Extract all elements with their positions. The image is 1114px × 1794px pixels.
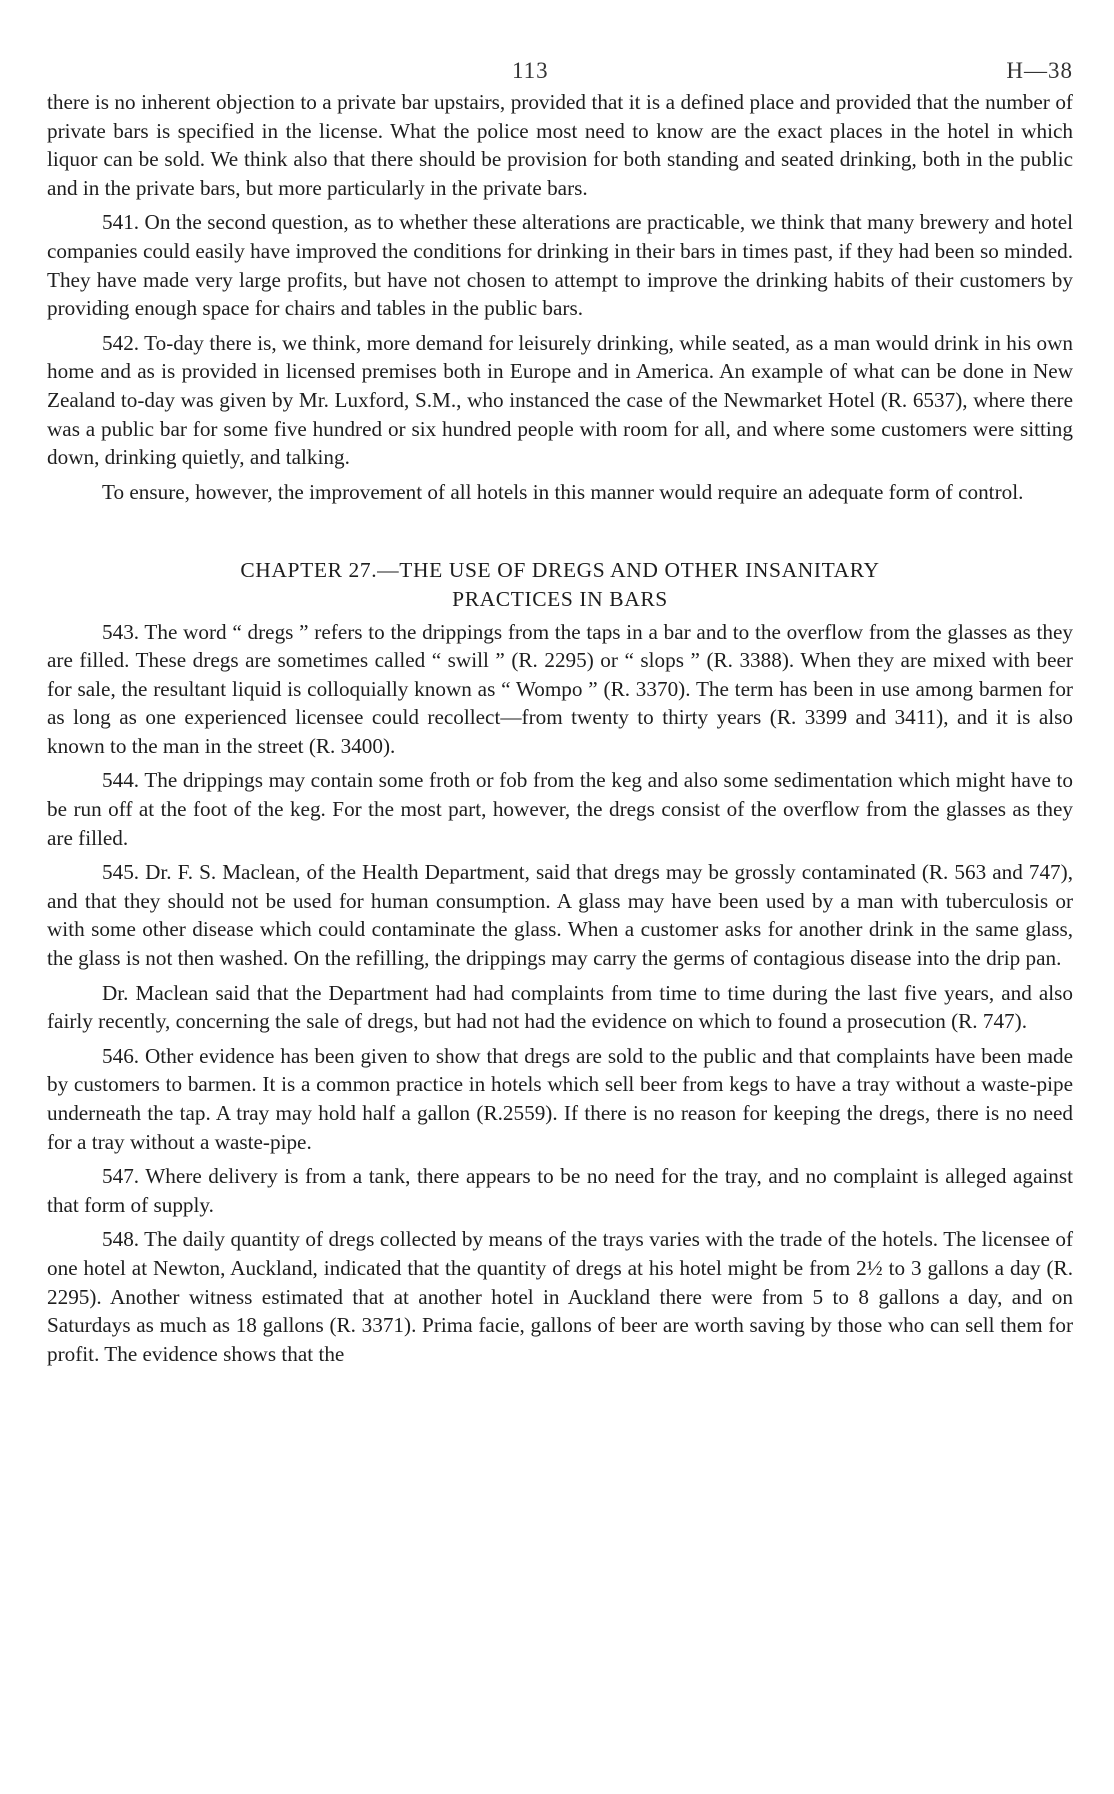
paragraph-544: 544. The drippings may contain some froth or fob from the keg and also some sedimentation which might have to be run off at the foot of the keg. For the most part, however, the dregs consist of the overflow from the glasses as they are filled.	[47, 768, 1073, 850]
paragraph-541: 541. On the second question, as to whether these alterations are practicable, we think that many brewery and hotel companies could easily have improved the conditions for drinking in their bars in times past, if they had been so minded. They have made very large profits, but have not chosen to attempt to improve the drinking habits of their customers by providing enough space for chairs and tables in the public bars.	[47, 210, 1073, 321]
page-header	[47, 40, 1073, 83]
chapter-heading	[47, 556, 1073, 613]
paragraph-control: To ensure, however, the improvement of all hotels in this manner would require an adequate form of control.	[102, 479, 1024, 504]
document-page	[47, 40, 1073, 1374]
page-number: 113	[512, 58, 549, 83]
paragraph-547: 547. Where delivery is from a tank, there appears to be no need for the tray, and no complaint is alleged against that form of supply.	[47, 1164, 1073, 1217]
paragraph-543: 543. The word “ dregs ” refers to the drippings from the taps in a bar and to the overflow from the glasses as they are filled. These dregs are sometimes called “ swill ” (R. 2295) or “ slops ” (R. 3388). When they are mixed with beer for sale, the resultant liquid is colloquially known as “ Wompo ” (R. 3370). The term has been in use among barmen for as long as one experienced licensee could recollect—from twenty to thirty years (R. 3399 and 3411), and it is also known to the man in the street (R. 3400).	[47, 619, 1073, 758]
chapter-heading-line-1: CHAPTER 27.—THE USE OF DREGS AND OTHER INSANITARY	[240, 558, 880, 583]
paragraph-548: 548. The daily quantity of dregs collected by means of the trays varies with the trade of the hotels. The licensee of one hotel at Newton, Auckland, indicated that the quantity of dregs at his hotel might be from 2½ to 3 gallons a day (R. 2295). Another witness estimated that at another hotel in Auckland there were from 5 to 8 gallons a day, and on Saturdays as much as 18 gallons (R. 3371). Prima facie, gallons of beer are worth saving by those who can sell them for profit. The evidence shows that the	[47, 1227, 1073, 1366]
paragraph-546: 546. Other evidence has been given to show that dregs are sold to the public and that complaints have been made by customers to barmen. It is a common practice in hotels which sell beer from kegs to have a tray without a waste-pipe underneath the tap. A tray may hold half a gallon (R.2559). If there is no reason for keeping the dregs, there is no need for a tray without a waste-pipe.	[47, 1043, 1073, 1154]
paragraph-545: 545. Dr. F. S. Maclean, of the Health Department, said that dregs may be grossly contaminated (R. 563 and 747), and that they should not be used for human consumption. A glass may have been used by a man with tuberculosis or with some other disease which could contaminate the glass. When a customer asks for another drink in the same glass, the glass is not then washed. On the refilling, the drippings may carry the germs of contagious disease into the drip pan.	[47, 860, 1073, 971]
document-reference: H—38	[1006, 58, 1073, 83]
chapter-heading-line-2: PRACTICES IN BARS	[452, 586, 668, 611]
paragraph-continued: there is no inherent objection to a private bar upstairs, provided that it is a defined place and provided that the number of private bars is specified in the license. What the police most need to know are the exact places in the hotel in which liquor can be sold. We think also that there should be provision for both standing and seated drinking, both in the public and in the private bars, but more particularly in the private bars.	[47, 90, 1073, 200]
page-body	[47, 88, 1073, 1368]
paragraph-542: 542. To-day there is, we think, more demand for leisurely drinking, while seated, as a man would drink in his own home and as is provided in licensed premises both in Europe and in America. An example of what can be done in New Zealand to-day was given by Mr. Luxford, S.M., who instanced the case of the Newmarket Hotel (R. 6537), where there was a public bar for some five hundred or six hundred people with room for all, and where some customers were sitting down, drinking quietly, and talking.	[47, 330, 1073, 470]
paragraph-maclean: Dr. Maclean said that the Department had had complaints from time to time during the last five years, and also fairly recently, concerning the sale of dregs, but had not had the evidence on which to found a prosecution (R. 747).	[47, 980, 1073, 1034]
